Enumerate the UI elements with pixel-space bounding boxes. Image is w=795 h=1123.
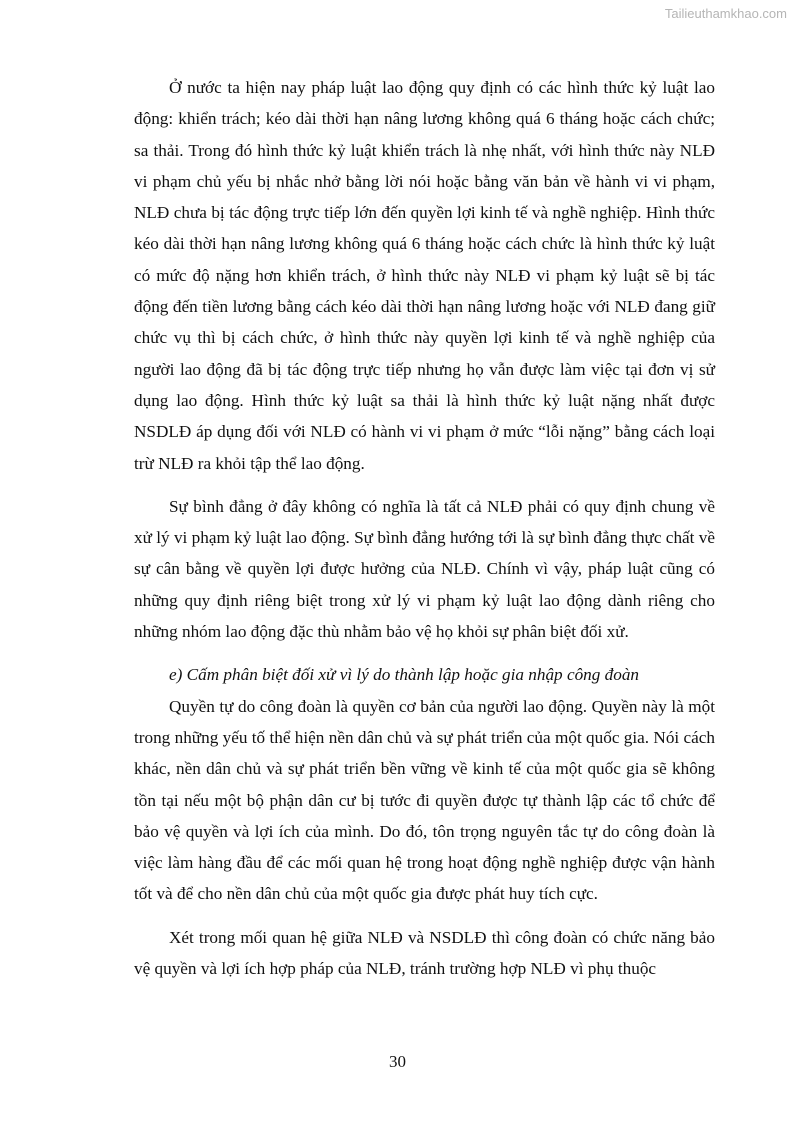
watermark: Tailieuthamkhao.com: [664, 6, 787, 21]
paragraph-union-freedom: Quyền tự do công đoàn là quyền cơ bản của người lao động. Quyền này là một trong những yếu tố thể hiện nền dân chủ và sự phát triển của một quốc gia. Nói cách khác, nền dân chủ và sự phát triển bền vững về kinh tế của một quốc gia sẽ không tồn tại nếu một bộ phận dân cư bị tước đi quyền được tự thành lập các tổ chức để bảo vệ quyền và lợi ích của mình. Do đó, tôn trọng nguyên tắc tự do công đoàn là việc làm hàng đầu để các mối quan hệ trong hoạt động nghề nghiệp được vận hành tốt và để cho nền dân chủ của một quốc gia được phát huy tích cực.: [134, 696, 715, 904]
page-number: 30: [389, 1052, 406, 1071]
document-body: [134, 72, 715, 996]
section-heading: e) Cấm phân biệt đối xử vì lý do thành lập hoặc gia nhập công đoàn: [169, 665, 640, 685]
paragraph-disciplinary-forms: Ở nước ta hiện nay pháp luật lao động quy định có các hình thức kỷ luật lao động: khiển trách; kéo dài thời hạn nâng lương không quá 6 tháng hoặc cách chức; sa thải. Trong đó hình thức kỷ luật khiển trách là nhẹ nhất, với hình thức này NLĐ vi phạm chủ yếu bị nhắc nhở bằng lời nói hoặc bằng văn bản về hành vi vi phạm, NLĐ chưa bị tác động trực tiếp lớn đến quyền lợi kinh tế và nghề nghiệp. Hình thức kéo dài thời hạn nâng lương không quá 6 tháng hoặc cách chức là hình thức kỷ luật có mức độ nặng hơn khiển trách, ở hình thức này NLĐ vi phạm kỷ luật sẽ bị tác động đến tiền lương bằng cách kéo dài thời hạn nâng lương hoặc với NLĐ đang giữ chức vụ thì bị cách chức, ở hình thức này quyền lợi kinh tế và nghề nghiệp của người lao động đã bị tác động trực tiếp nhưng họ vẫn được làm việc tại đơn vị sử dụng lao động. Hình thức kỷ luật sa thải là hình thức kỷ luật nặng nhất được NSDLĐ áp dụng đối với NLĐ có hành vi vi phạm ở mức “lỗi nặng” bằng cách loại trừ NLĐ ra khỏi tập thể lao động.: [134, 78, 715, 473]
paragraph-equality: Sự bình đẳng ở đây không có nghĩa là tất cả NLĐ phải có quy định chung về xử lý vi phạm kỷ luật lao động. Sự bình đẳng hướng tới là sự bình đẳng thực chất về sự cân bằng về quyền lợi được hưởng của NLĐ. Chính vì vậy, pháp luật cũng có những quy định riêng biệt trong xử lý vi phạm kỷ luật lao động dành riêng cho những nhóm lao động đặc thù nhằm bảo vệ họ khỏi sự phân biệt đối xử.: [134, 496, 715, 642]
paragraph-union-role: Xét trong mối quan hệ giữa NLĐ và NSDLĐ thì công đoàn có chức năng bảo vệ quyền và lợi ích hợp pháp của NLĐ, tránh trường hợp NLĐ vì phụ thuộc: [134, 927, 715, 979]
